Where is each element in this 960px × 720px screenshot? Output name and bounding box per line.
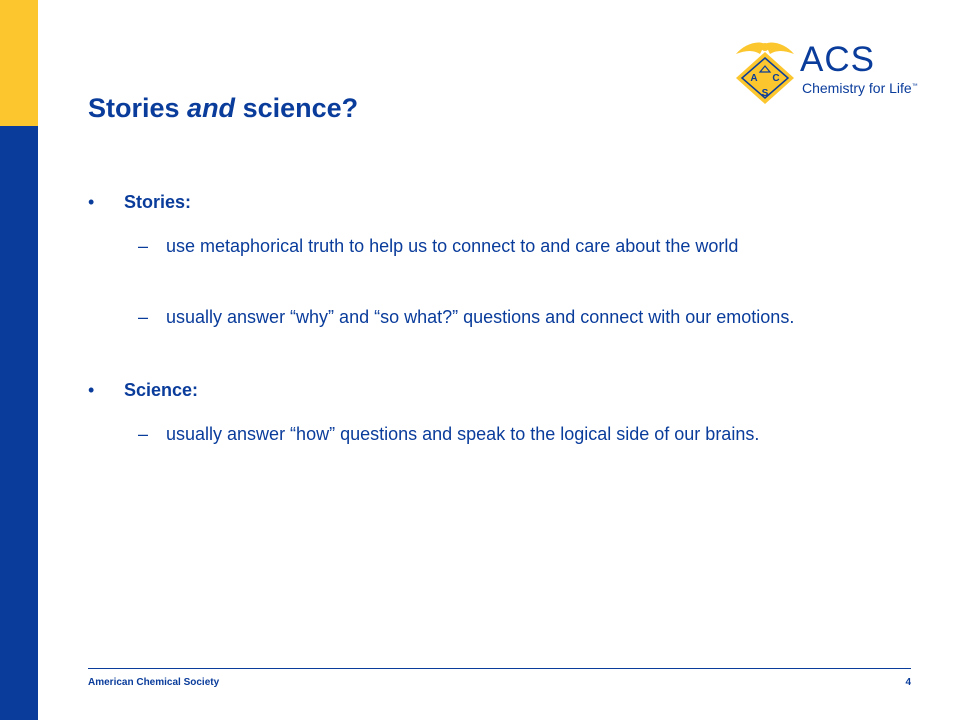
bullet-label-science: Science: — [124, 380, 199, 400]
footer-organization: American Chemical Society — [88, 677, 220, 688]
logo-tagline — [802, 80, 918, 96]
title-emphasis: and — [187, 93, 236, 123]
bullet-marker: • — [88, 380, 95, 400]
bullet-marker: • — [88, 192, 95, 212]
dash-marker: – — [138, 424, 149, 444]
acs-logo — [730, 38, 930, 108]
footer-divider — [88, 668, 911, 669]
bullet-label-stories: Stories: — [124, 192, 192, 212]
logo-tagline-text: Chemistry for Life — [802, 80, 912, 96]
slide-title — [88, 93, 358, 124]
dash-marker: – — [138, 236, 149, 256]
acs-eagle-emblem-icon — [732, 38, 798, 106]
emblem-letter-c: C — [772, 73, 780, 84]
emblem-letter-s: S — [761, 88, 769, 99]
emblem-letter-a: A — [750, 73, 758, 84]
sub-bullet-text: usually answer “why” and “so what?” questions and connect with our emotions. — [166, 307, 795, 327]
title-part-3: science? — [235, 93, 359, 123]
sub-bullet-text: use metaphorical truth to help us to connect to and care about the world — [166, 236, 739, 256]
trademark-symbol: ™ — [911, 83, 918, 90]
dash-marker: – — [138, 307, 149, 327]
logo-wordmark: ACS — [800, 40, 875, 79]
side-accent-yellow-block — [0, 0, 38, 126]
title-part-1: Stories — [88, 93, 188, 123]
page-number: 4 — [905, 677, 911, 688]
sub-bullet-text: usually answer “how” questions and speak to the logical side of our brains. — [166, 424, 760, 444]
